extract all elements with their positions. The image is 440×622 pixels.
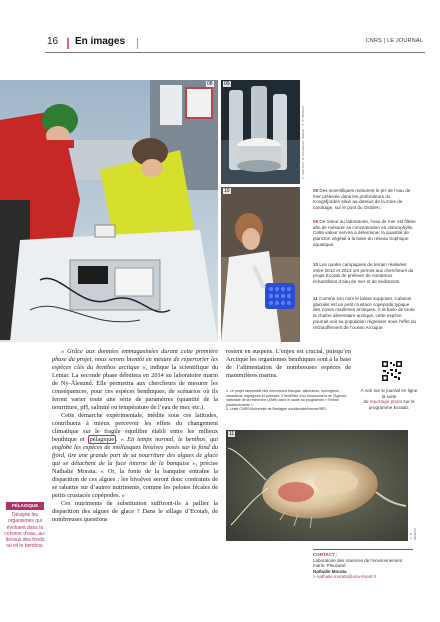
footnote: 1. Le projet rassemble des chercheurs français, allemands, norvégiens, canadiens, espagnols et polonais. Il bénéficie d’un financement de l’Agence nationale de la recherche (ANR) dans le cadre du programme « Retour postdoctorants ». [226,389,347,407]
contact-lab: Laboratoire des sciences de l’environnement marin, Plouzané [313,557,403,569]
article-paragraph: Cette démarche expérimentale, inédite sous ces latitudes, contribuera à mieux percevoir les effets du changement climatique sur le fragile équilibre établi entre les milieux benthique et pélagique . « En temps normal, le benthos, qui englobe les espèces de mollusques bivalves posés sur le fond du fjord, tire une grande part de sa nourriture des algues de glace qui se détachent de la face interne de la banquise », précise Nathalie Morata. « Or, la fonte de la banquise entraîne la disparition de ces algues : les bivalves seront donc contraints de se rabattre sur d’autres nutriments, comme les pelotes fécales de petits crustacés copépodes. » [52,412,219,499]
journal-name: CNRS | LE JOURNAL [365,38,423,44]
photo-number: 09 [224,81,230,87]
page-number: 16 [47,36,59,47]
caption-text: De retour au laboratoire, l’eau de mer est filtrée afin de mesurer sa concentration en chlorophylle. Cette valeur servira à déterminer la quantité de plancton végétal à la base du réseau trophique aquatique. [313,219,416,247]
caption-number: 11 [313,296,318,301]
footnotes [226,389,351,412]
qr-code-icon [381,360,403,382]
photo-credit: © PHOTOS : M. DAASE/UIT, IMAGE : © N. MORATA [301,105,305,180]
photo-number: 08 [207,81,213,87]
caption-09 [313,219,417,248]
header-divider [137,38,138,49]
footnote: 2. Unité CNRS/Université de Bretagne occidentale/Ifremer/IRD. [226,407,327,411]
lab-pipette-samples-photo [221,187,300,342]
caption-text: Comme son nom le laisse supposer, Calanus glacialis est un petit crustacé copépode typique des zones maritimes arctiques. À la base de toute la chaîne alimentaire arctique, cette espèce pourrait voir sa population régresser sous l’effet du réchauffement de l’océan Arctique. [313,296,417,330]
caption-10 [313,262,417,285]
article-paragraph: restent en suspens. L’enjeu est crucial, puisqu’en Arctique les organismes benthiques sont à la base de l’alimentation de nombreuses espèces de mammifères marins. [226,348,351,379]
water-sample-tubes-photo [221,80,300,184]
article-paragraph: Ces nutriments de substitution suffiront-ils à pallier la disparition des algues de glace ? Dans le sillage d’Ecotab, de nombreuses questions [52,500,218,523]
page-header [45,36,425,53]
header-accent-bar [67,38,69,49]
caption-number: 10 [313,262,319,267]
caption-08 [313,188,417,211]
reportage-link[interactable]: reportage photo [369,399,403,405]
caption-11 [313,296,417,330]
qr-note: À voir sur le journal en ligne la suite du reportage photo sur le programme Ecotab. [360,388,418,411]
calanus-copepod-microscope-photo [226,430,408,541]
article-paragraph: « Grâce aux données emmagasinées durant cette première phase du projet, nous serons bientôt en mesure de répertorier les espèces clés du benthos arctique », indique la scientifique du Lemar. La seconde phase débutera en 2014 au laboratoire marin de Ny-Ålesund. Elle permettra aux chercheurs de mesurer les conséquences, pour ces espèces benthiques, de scénarios où ils feront varier toute une série de paramètres (quantité de la nourriture, pH, salinité ou température de l’eau de mer, etc.). [52,348,218,411]
caption-text: Les quatre campagnes de terrain réalisées entre 2012 et 2013 ont permis aux chercheurs du projet Ecotab de prélever de nombreux échantillons d’eau de mer et de sédiments. [313,262,414,285]
article-column-2 [226,348,351,380]
glossary-definition: Désigne les organismes qui évoluent dans la colonne d’eau, au-dessus des fonds où vit le benthos. [4,512,46,550]
photo-credit: © N. MORATA [409,527,417,540]
contact-name: Nathalie Morata [313,568,347,574]
scientists-on-ship-deck-photo [0,80,218,342]
photo-number: 10 [224,188,230,194]
caption-number: 08 [313,188,319,193]
glossary-tag: PÉLAGIQUE [6,502,44,510]
contact-label: CONTACT : [313,552,338,557]
section-title: En images [75,36,126,47]
photo-number: 11 [229,431,235,437]
caption-text: Des scientifiques mesurent le pH de l’eau de mer prélevée dans les profondeurs du Kongsfjorden situé au-dessus de la zone de carottage, sur le pont du Oslofen. [313,188,411,211]
pelagique-tag-word: pélagique [89,436,115,443]
qr-code[interactable] [381,360,403,382]
article-column-1 [52,348,218,524]
caption-number: 09 [313,219,319,224]
contact-email[interactable]: > nathalie.morata@univ-brest.fr [313,574,377,580]
contact-box [313,549,413,580]
